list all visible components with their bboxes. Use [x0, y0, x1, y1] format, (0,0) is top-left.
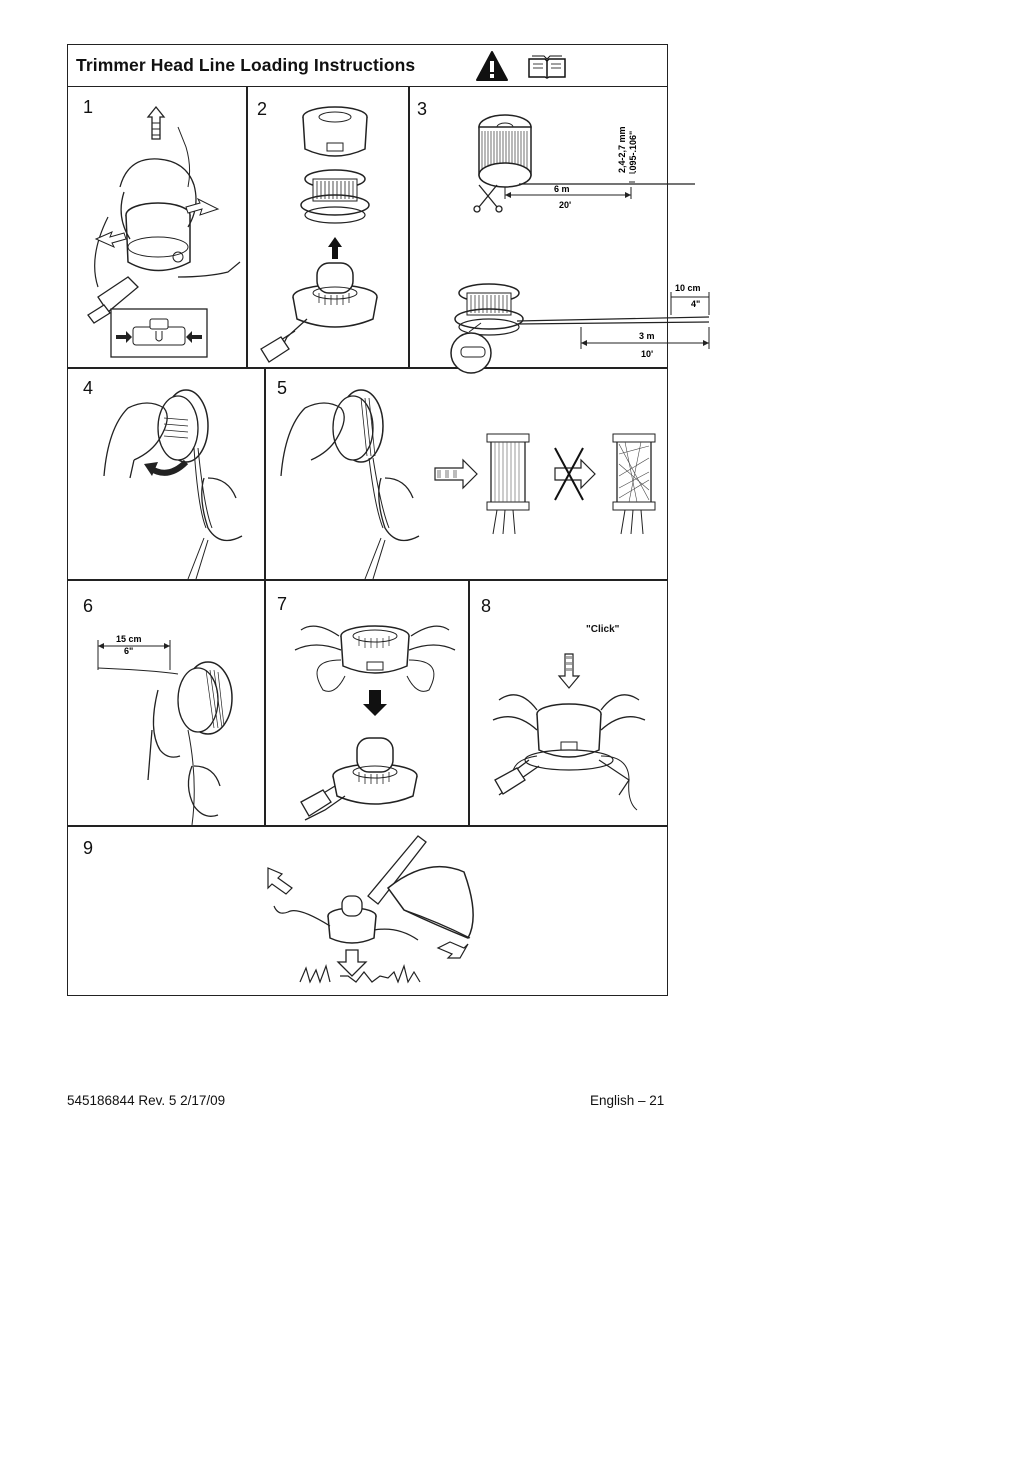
- dim-thickness-in: .095-.106": [628, 130, 638, 173]
- dim-20ft: 20': [559, 200, 572, 210]
- step-6-number: 6: [83, 596, 94, 616]
- step-5-panel: [265, 368, 669, 579]
- step-5-number: 5: [277, 378, 288, 398]
- step-1-number: 1: [83, 97, 94, 117]
- step-4-number: 4: [83, 378, 94, 398]
- step-3-number: 3: [417, 99, 428, 119]
- title-bar: [68, 45, 667, 87]
- step-7-panel: [265, 580, 468, 825]
- click-label: "Click": [586, 624, 620, 635]
- doc-info: 545186844 Rev. 5 2/17/09: [67, 1093, 226, 1108]
- page-title: Trimmer Head Line Loading Instructions: [76, 55, 416, 75]
- step-9-number: 9: [83, 838, 94, 858]
- step-7-illustration: [265, 580, 468, 825]
- dim-3m: 3 m: [639, 331, 655, 341]
- step-9-panel: [68, 826, 669, 996]
- instruction-frame: [67, 44, 701, 996]
- step-1-illustration: [68, 87, 246, 367]
- dim-10ft: 10': [641, 349, 654, 359]
- step-8-panel: [469, 580, 669, 825]
- left-arrow-icon: [268, 868, 292, 894]
- page-number: English – 21: [590, 1093, 665, 1108]
- step-2-number: 2: [257, 99, 268, 119]
- manual-book-icon: [527, 55, 567, 79]
- up-arrow-icon: [148, 107, 164, 139]
- step-7-number: 7: [277, 594, 288, 614]
- step-4-panel: [68, 368, 264, 579]
- step-2-illustration: [247, 87, 408, 367]
- warning-triangle-icon: [475, 50, 509, 82]
- step-2-panel: [247, 87, 408, 367]
- step-8-illustration: [469, 580, 669, 825]
- down-arrow-icon: [559, 654, 579, 688]
- right-arrow-icon: [438, 942, 468, 958]
- step-6-illustration: [68, 580, 264, 825]
- dim-15cm: 15 cm: [116, 634, 142, 644]
- dim-thickness-mm: 2,4-2,7 mm: [617, 126, 627, 173]
- scissors-icon: [474, 185, 502, 212]
- dim-6m: 6 m: [554, 184, 570, 194]
- dim-10cm: 10 cm: [675, 283, 701, 293]
- step-6-panel: [68, 580, 264, 825]
- step-1-panel: [68, 87, 246, 367]
- step-3-panel: [409, 87, 701, 367]
- dim-6in: 6": [124, 646, 134, 656]
- step-4-illustration: [68, 368, 264, 579]
- step-8-number: 8: [481, 596, 492, 616]
- dim-4in: 4": [691, 299, 701, 309]
- step-5-illustration: [265, 368, 669, 579]
- step-3-illustration: [409, 87, 701, 367]
- step-9-illustration: [68, 826, 669, 996]
